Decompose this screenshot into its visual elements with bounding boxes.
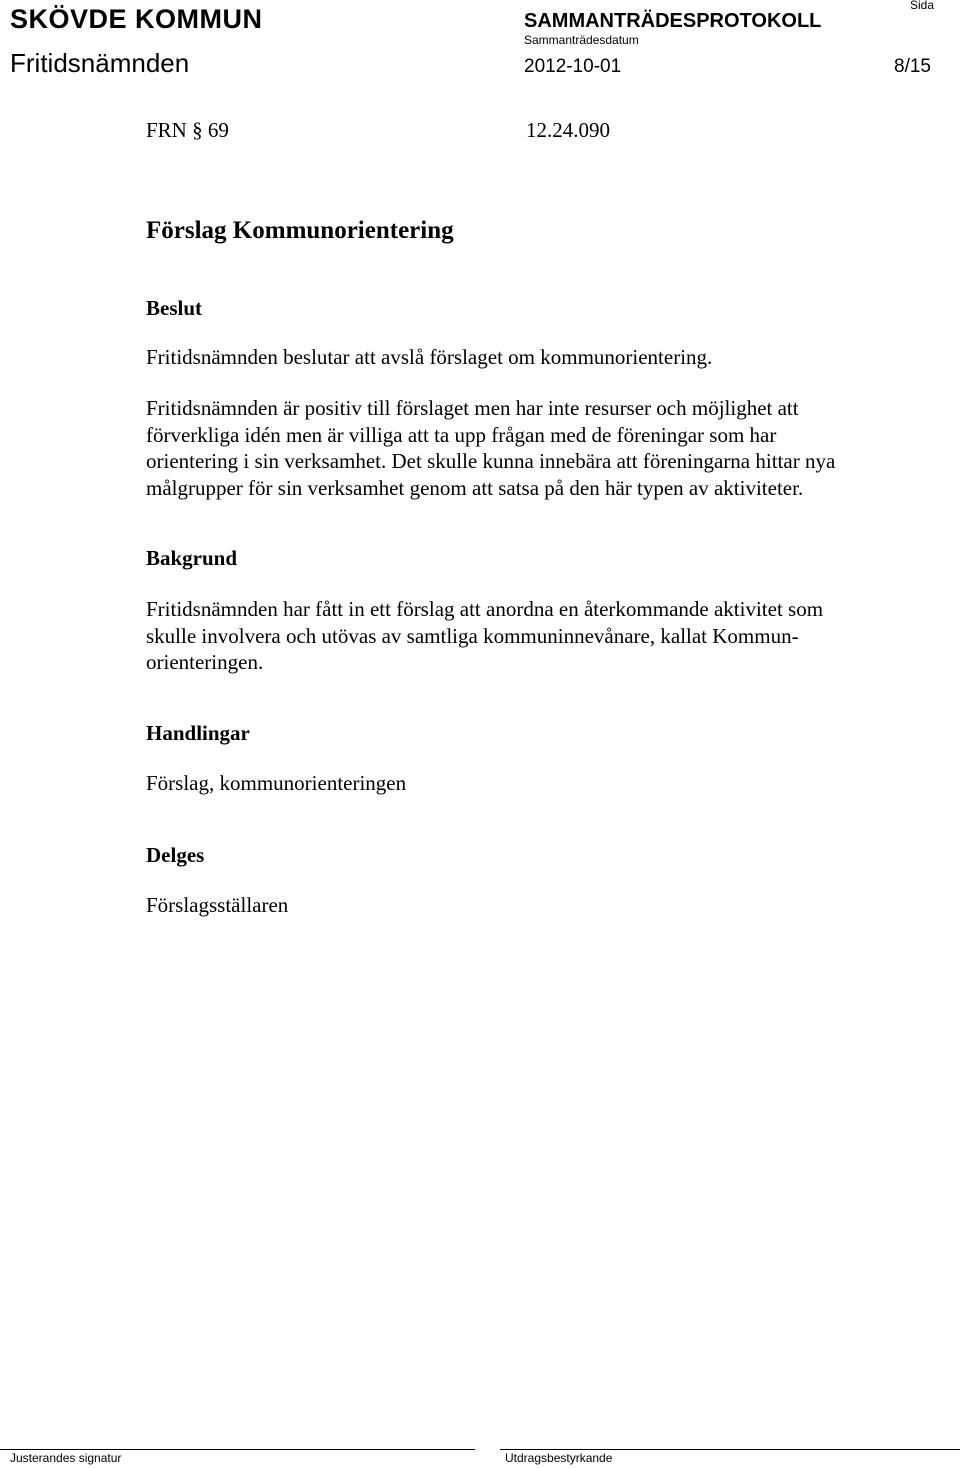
attestation-line — [500, 1449, 960, 1450]
beslut-paragraph-line: målgrupper för sin verksamhet genom att satsa på den här typen av aktiviteter. — [146, 475, 804, 500]
utdragsbestyrkande-label: Utdragsbestyrkande — [505, 1451, 613, 1465]
bakgrund-line: skulle involvera och utövas av samtliga kommuninnevånare, kallat Kommun- — [146, 623, 799, 648]
committee-name: Fritidsnämnden — [10, 48, 190, 78]
bakgrund-line: Fritidsnämnden har fått in ett förslag att anordna en återkommande aktivitet som — [146, 597, 824, 621]
page-title: Förslag Kommunorientering — [146, 217, 454, 244]
delges-heading: Delges — [146, 843, 205, 867]
diarienummer: 12.24.090 — [526, 118, 610, 142]
handlingar-heading: Handlingar — [146, 721, 250, 745]
beslut-heading: Beslut — [146, 296, 203, 320]
meeting-date-label: Sammanträdesdatum — [524, 33, 639, 47]
protocol-title: SAMMANTRÄDESPROTOKOLL — [524, 10, 822, 32]
beslut-decision: Fritidsnämnden beslutar att avslå förslaget om kommunorientering. — [146, 345, 713, 369]
handlingar-text: Förslag, kommunorienteringen — [146, 771, 407, 795]
beslut-paragraph-line: Fritidsnämnden är positiv till förslaget men har inte resurser och möjlighet att — [146, 396, 799, 420]
signature-line — [0, 1449, 475, 1450]
beslut-paragraph-line: förverkliga idén men är villiga att ta upp frågan med de föreningar som har — [146, 422, 777, 447]
beslut-paragraph-line: orientering i sin verksamhet. Det skulle kunna innebära att föreningarna hittar nya — [146, 449, 836, 473]
delges-text: Förslagsställaren — [146, 893, 289, 917]
page-number: 8/15 — [894, 56, 931, 77]
justerandes-signatur-label: Justerandes signatur — [10, 1451, 122, 1465]
sida-label: Sida — [909, 0, 934, 12]
bakgrund-heading: Bakgrund — [146, 546, 238, 570]
bakgrund-line: orienteringen. — [146, 650, 264, 674]
municipality-logo: SKÖVDE KOMMUN — [10, 4, 263, 34]
meeting-date: 2012-10-01 — [524, 56, 622, 77]
paragraph-number: FRN § 69 — [146, 118, 229, 142]
